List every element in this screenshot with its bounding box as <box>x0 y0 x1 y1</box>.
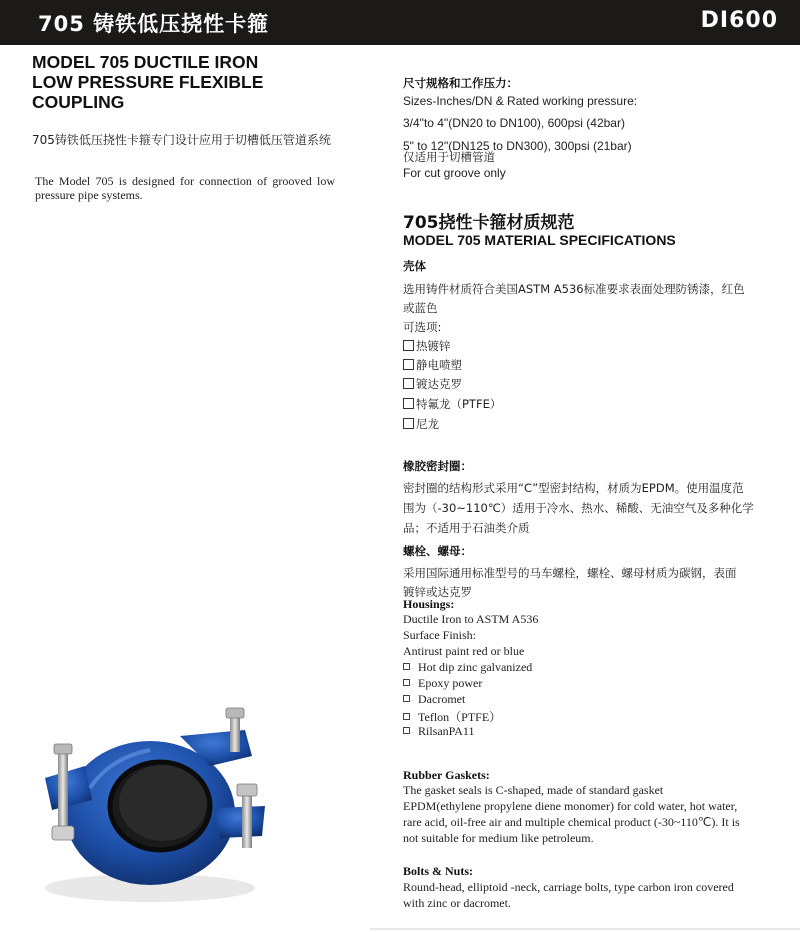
gasket-text-en: The gasket seals is C-shaped, made of standard gasket <box>403 783 664 797</box>
housing-option-cn: 尼龙 <box>403 416 439 432</box>
sizes-note-en: For cut groove only <box>403 166 506 180</box>
gasket-text-cn: 密封圈的结构形式采用“C”型密封结构，材质为EPDM。使用温度范 <box>403 481 744 495</box>
coupling-product-image <box>30 688 280 913</box>
checkbox-icon <box>403 418 414 429</box>
housing-title-cn: 壳体 <box>403 259 426 273</box>
model-title-line: LOW PRESSURE FLEXIBLE <box>32 72 264 92</box>
housing-option-en: Teflon（PTFE） <box>403 708 501 725</box>
intro-cn: 705铸铁低压挠性卡箍专门设计应用于切槽低压管道系统 <box>32 133 331 147</box>
bolts-text-en: Round-head, elliptoid -neck, carriage bolts, type carbon iron covered <box>403 880 734 894</box>
header-bar <box>0 0 800 45</box>
bullet-icon <box>403 679 410 686</box>
bullet-icon <box>403 663 410 670</box>
housing-text-en: Surface Finish: <box>403 628 476 642</box>
housing-option-cn: 热镀锌 <box>403 338 451 354</box>
intro-en: The Model 705 is designed for connection of grooved low pressure pipe systems. <box>35 174 335 202</box>
housing-text-cn: 或蓝色 <box>403 301 438 315</box>
housing-text-cn: 选用铸件材质符合美国ASTM A536标准要求表面处理防锈漆，红色 <box>403 282 745 296</box>
housing-options-label: 可选项: <box>403 320 442 334</box>
model-title <box>32 52 263 112</box>
bullet-icon <box>403 695 410 702</box>
bullet-icon <box>403 727 410 734</box>
page-title: 705 铸铁低压挠性卡箍 <box>38 12 270 36</box>
bolts-text-cn: 采用国际通用标准型号的马车螺栓，螺栓、螺母材质为碳钢，表面 <box>403 566 737 580</box>
product-code: DI600 <box>700 8 778 33</box>
bottom-divider <box>370 928 800 930</box>
bolts-text-cn: 镀锌或达克罗 <box>403 585 472 599</box>
housing-text-en: Antirust paint red or blue <box>403 644 525 658</box>
gasket-text-cn: 围为（-30~110℃）适用于冷水、热水、稀酸、无油空气及多种化学 <box>403 501 754 515</box>
housing-text-en: Ductile Iron to ASTM A536 <box>403 612 539 626</box>
model-title-line: MODEL 705 DUCTILE IRON <box>32 52 259 72</box>
sizes-note-cn: 仅适用于切槽管道 <box>403 150 495 164</box>
gasket-text-en: rare acid, oil-free air and multiple chemical product (-30~110℃). It is <box>403 815 740 829</box>
checkbox-icon <box>403 340 414 351</box>
sizes-line: 3/4"to 4"(DN20 to DN100), 600psi (42bar) <box>403 116 625 130</box>
bolts-title-cn: 螺栓、螺母： <box>403 544 472 558</box>
gasket-text-en: EPDM(ethylene propylene diene monomer) for cold water, hot water, <box>403 799 738 813</box>
housing-option-en: RilsanPA11 <box>403 724 474 739</box>
housing-option-en: Epoxy power <box>403 676 482 691</box>
gasket-title-cn: 橡胶密封圈： <box>403 459 472 473</box>
bolts-title-en: Bolts & Nuts: <box>403 864 474 878</box>
housing-option-en: Dacromet <box>403 692 465 707</box>
sizes-title-cn: 尺寸规格和工作压力： <box>403 76 518 90</box>
housing-option-cn: 镀达克罗 <box>403 376 462 392</box>
bullet-icon <box>403 713 410 720</box>
gasket-text-cn: 品；不适用于石油类介质 <box>403 521 530 535</box>
gasket-text-en: not suitable for medium like petroleum. <box>403 831 594 845</box>
sizes-line: 5" to 12"(DN125 to DN300), 300psi (21bar) <box>403 139 632 153</box>
material-heading-cn: 705挠性卡箍材质规范 <box>403 213 575 233</box>
bolts-text-en: with zinc or dacromet. <box>403 896 511 910</box>
checkbox-icon <box>403 378 414 389</box>
checkbox-icon <box>403 398 414 409</box>
housing-option-en: Hot dip zinc galvanized <box>403 660 532 675</box>
checkbox-icon <box>403 359 414 370</box>
model-title-line: COUPLING <box>32 92 125 112</box>
housing-option-cn: 静电喷塑 <box>403 357 462 373</box>
sizes-title-en: Sizes-Inches/DN & Rated working pressure: <box>403 94 638 108</box>
housing-title-en: Housings: <box>403 597 455 611</box>
gasket-title-en: Rubber Gaskets: <box>403 768 490 782</box>
material-heading-en: MODEL 705 MATERIAL SPECIFICATIONS <box>403 232 676 248</box>
housing-option-cn: 特氟龙（PTFE） <box>403 396 501 412</box>
